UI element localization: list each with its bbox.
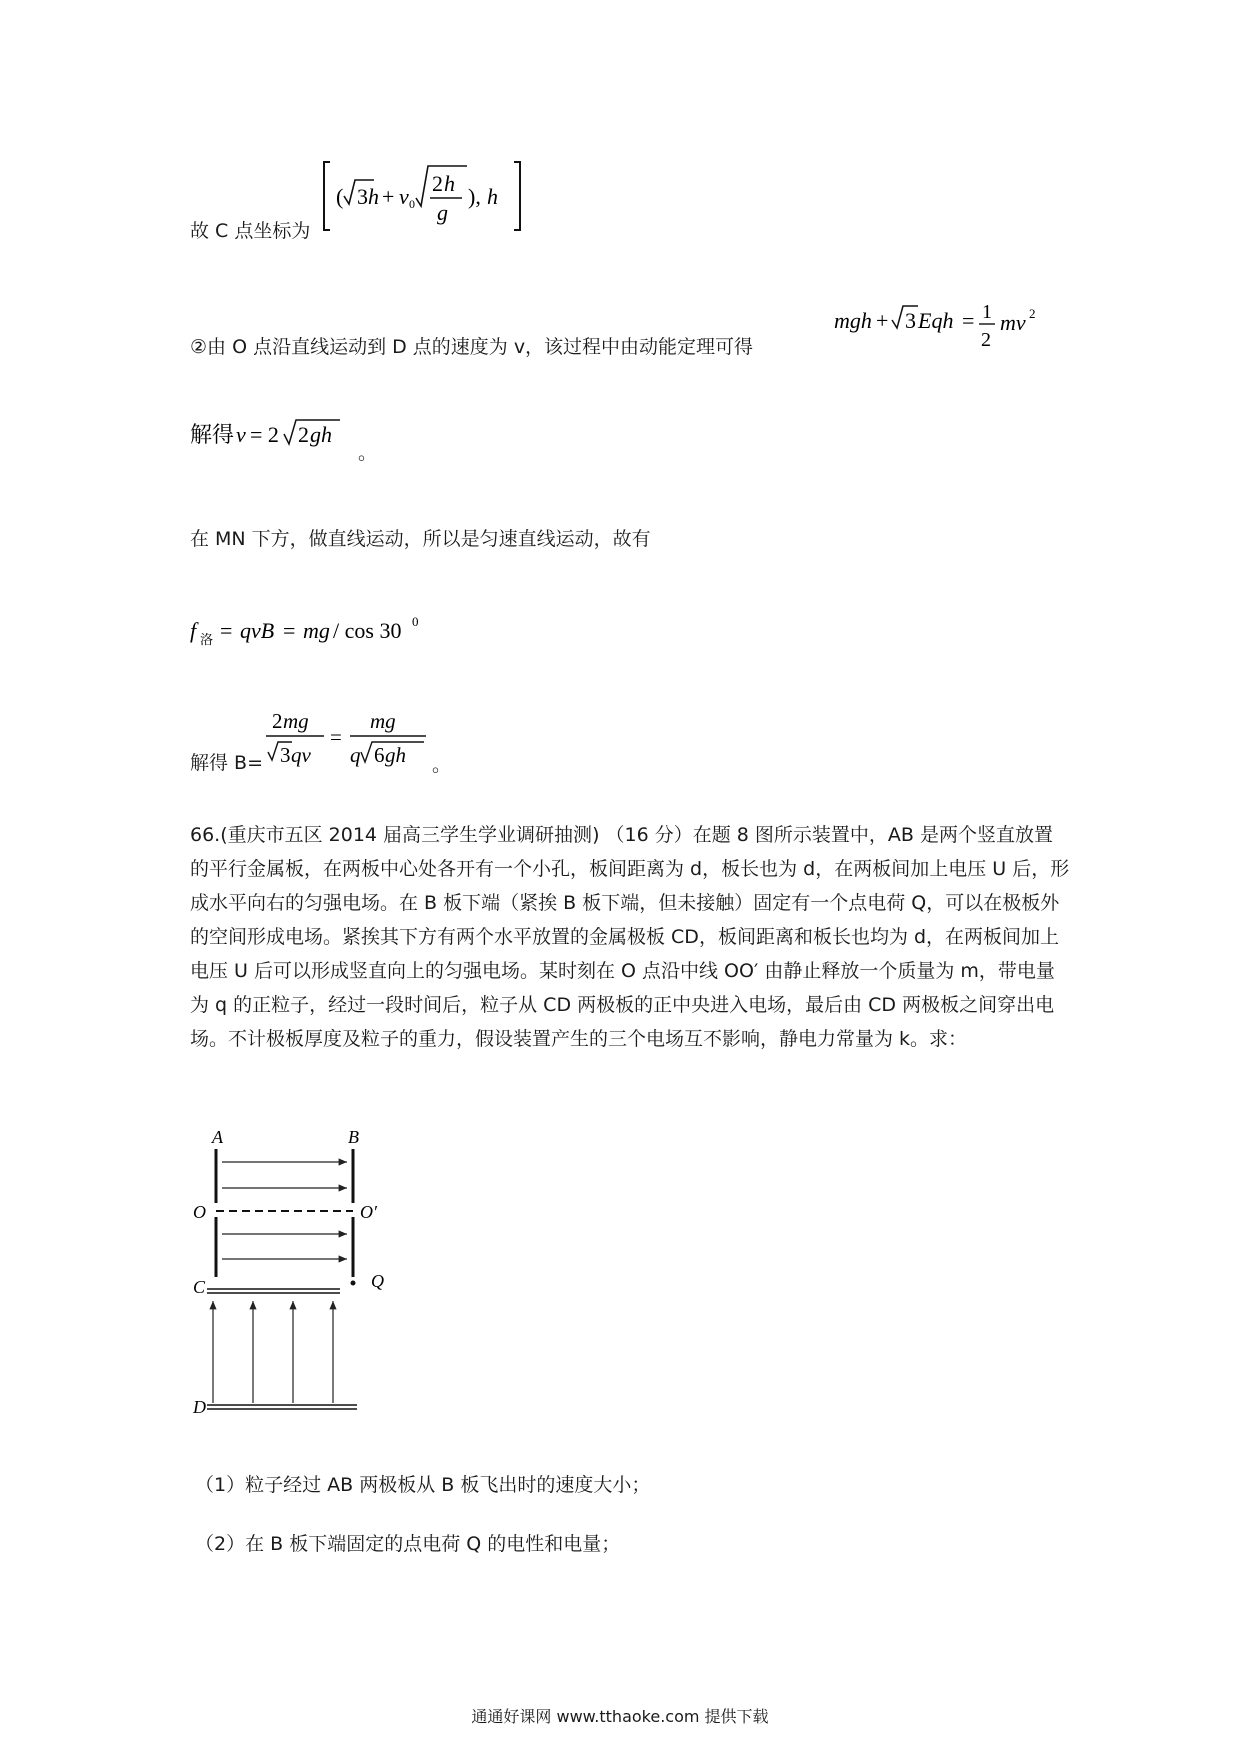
- label-b: B: [348, 1127, 359, 1147]
- c-point-label: 故 C 点坐标为: [190, 220, 311, 242]
- label-d: D: [193, 1397, 206, 1417]
- svg-text:3: 3: [280, 743, 291, 767]
- svg-text:qvB: qvB: [240, 618, 275, 643]
- question-1: （1）粒子经过 AB 两极板从 B 板飞出时的速度大小；: [195, 1474, 651, 1496]
- svg-text:mg: mg: [370, 709, 396, 733]
- svg-text:h: h: [487, 184, 498, 209]
- svg-text:/ cos 30: / cos 30: [333, 618, 402, 643]
- step2-formula: [832, 298, 1062, 360]
- svg-text:2: 2: [298, 422, 309, 447]
- label-o-prime: O′: [360, 1202, 377, 1222]
- energy-equation: [832, 298, 1062, 360]
- svg-text:解得: 解得: [190, 422, 235, 447]
- svg-text:1: 1: [982, 301, 992, 323]
- svg-text:v: v: [399, 184, 409, 209]
- solve-b-formula: [262, 700, 432, 772]
- force-formula: [190, 608, 450, 652]
- svg-text:2: 2: [272, 709, 283, 733]
- c-point-formula: [322, 158, 522, 234]
- svg-text:Eqh: Eqh: [918, 308, 954, 333]
- mn-text: 在 MN 下方，做直线运动，所以是匀速直线运动，故有: [190, 528, 651, 550]
- solve-v-formula: [190, 414, 360, 454]
- label-c: C: [193, 1277, 206, 1297]
- svg-text:v: v: [236, 422, 246, 447]
- svg-text:3: 3: [357, 184, 368, 209]
- svg-text:洛: 洛: [200, 632, 214, 647]
- apparatus-diagram: [185, 1125, 405, 1425]
- b-equation: [262, 700, 432, 772]
- svg-text:mg: mg: [283, 709, 309, 733]
- svg-text:f: f: [190, 618, 197, 643]
- svg-text:),: ),: [468, 184, 481, 209]
- svg-text:= 2: = 2: [250, 422, 279, 447]
- svg-text:3: 3: [905, 308, 916, 333]
- svg-text:+: +: [382, 184, 395, 209]
- svg-text:2: 2: [981, 329, 991, 351]
- label-o: O: [193, 1202, 206, 1222]
- page-footer: 通通好课网 www.tthaoke.com 提供下载: [471, 1707, 769, 1726]
- svg-text:gh: gh: [310, 422, 332, 447]
- svg-text:0: 0: [412, 614, 419, 629]
- svg-text:=: =: [330, 725, 342, 749]
- svg-text:=: =: [962, 308, 975, 333]
- svg-text:mv: mv: [1000, 310, 1026, 335]
- svg-text:6: 6: [374, 743, 385, 767]
- svg-text:2: 2: [432, 171, 443, 196]
- period-1: 。: [358, 442, 378, 464]
- solve-b-label: 解得 B=: [190, 752, 263, 774]
- svg-text:g: g: [437, 200, 448, 225]
- svg-text:2: 2: [1029, 306, 1036, 321]
- svg-text:=: =: [220, 618, 233, 643]
- svg-text:=: =: [283, 618, 296, 643]
- svg-text:h: h: [368, 184, 379, 209]
- label-a: A: [212, 1127, 223, 1147]
- svg-text:h: h: [444, 171, 455, 196]
- step2-text: ②由 O 点沿直线运动到 D 点的速度为 v，该过程中由动能定理可得: [190, 336, 754, 358]
- v-equation: [190, 414, 360, 454]
- svg-text:(: (: [336, 184, 344, 209]
- c-point-bracket-formula: [322, 158, 522, 234]
- question-2: （2）在 B 板下端固定的点电荷 Q 的电性和电量；: [195, 1533, 621, 1555]
- label-q: Q: [371, 1271, 384, 1291]
- lorentz-force-equation: [190, 608, 450, 652]
- svg-text:mgh: mgh: [834, 308, 872, 333]
- svg-text:0: 0: [409, 197, 415, 211]
- svg-text:qv: qv: [291, 743, 311, 767]
- svg-text:+: +: [876, 308, 889, 333]
- svg-text:gh: gh: [385, 743, 406, 767]
- apparatus-figure: [185, 1125, 405, 1425]
- period-2: 。: [432, 754, 452, 776]
- svg-text:q: q: [350, 743, 361, 767]
- svg-text:mg: mg: [303, 618, 330, 643]
- problem-text: 66.(重庆市五区 2014 届高三学生学业调研抽测) （16 分）在题 8 图所示装置中，AB 是两个竖直放置的平行金属板，在两板中心处各开有一个小孔，板间距离为 d，板长也为 d，在两板间加上电压 U 后，形成水平向右的匀强电场。在 B 板下端（紧挨 B 板下端，但未接触）固定有一个点电荷 Q，可以在极板外的空间形成电场。紧挨其下方有两个水平放置的金属极板 CD，板间距离和板长也均为 d，在两板间加上电压 U 后可以形成竖直向上的匀强电场。某时刻在 O 点沿中线 OO′ 由静止释放一个质量为 m，带电量为 q 的正粒子，经过一段时间后，粒子从 CD 两极板的正中央进入电场，最后由 CD 两极板之间穿出电场。不计极板厚度及粒子的重力，假设装置产生的三个电场互不影响，静电力常量为 k。求：: [190, 824, 1070, 1050]
